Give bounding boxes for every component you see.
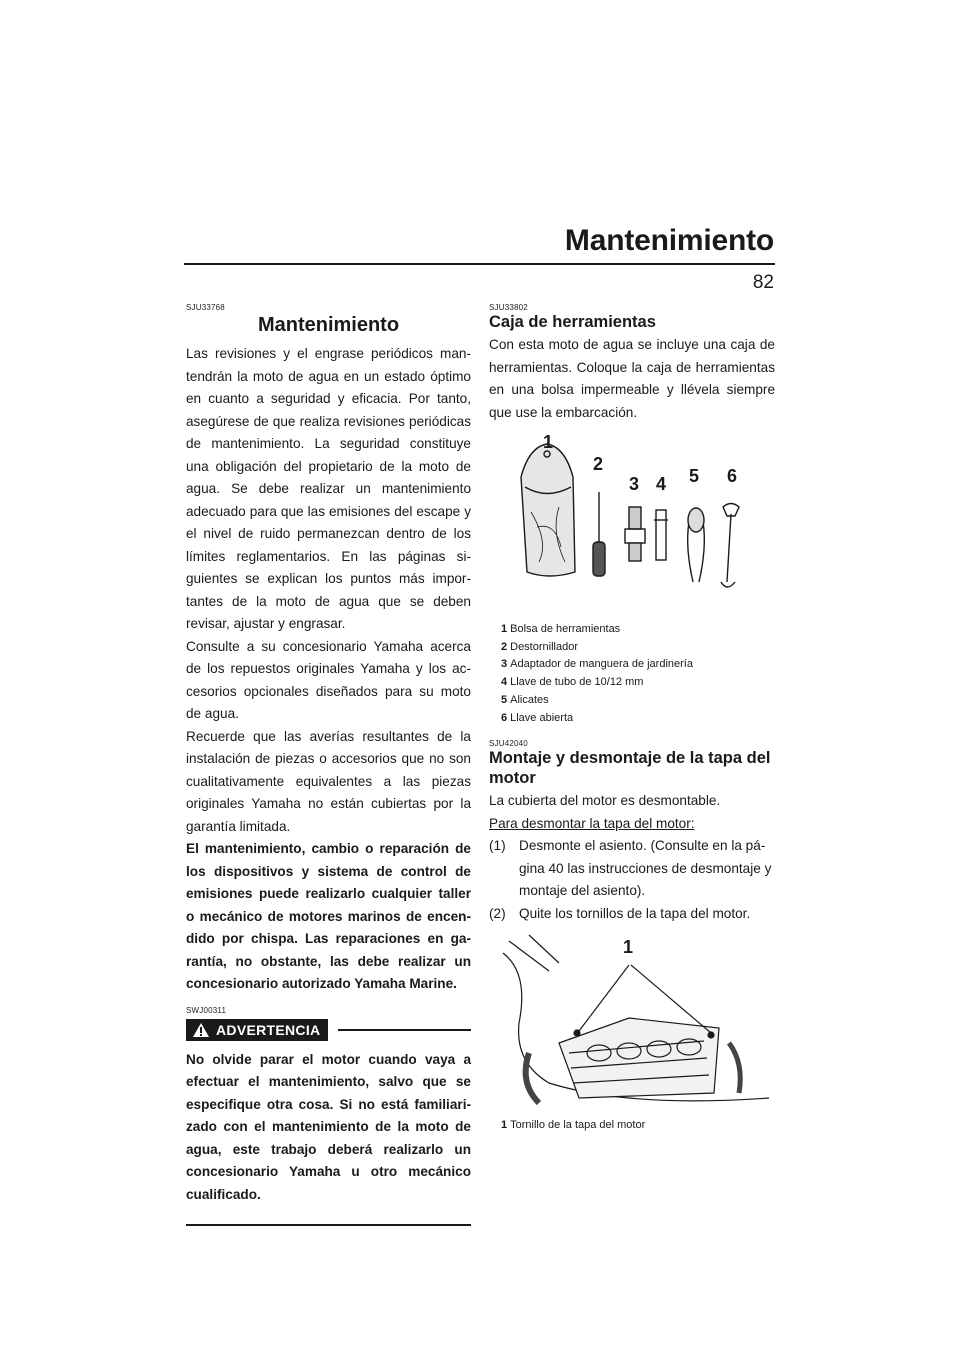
warning-triangle-icon [192, 1022, 210, 1038]
section-code: SJU33768 [186, 303, 225, 312]
subheading-remove-cover: Para desmontar la tapa del motor: [489, 815, 695, 831]
caption-item: 6 Llave abierta [501, 711, 574, 724]
warning-badge [186, 1019, 328, 1041]
figure-callout: 6 [727, 466, 738, 486]
toolkit-illustration [489, 432, 775, 617]
page-number: 82 [752, 272, 774, 293]
figure-callout: 1 [623, 937, 634, 958]
warning-rule [338, 1029, 471, 1031]
caption-item: 4 Llave de tubo de 10/12 mm [501, 676, 644, 689]
caption-item: 5 Alicates [501, 693, 549, 706]
step-item: (2) Quite los tornillos de la tapa del motor. [489, 905, 751, 921]
section-code: SJU42040 [489, 739, 528, 749]
caption-item: 2 Destornillador [501, 640, 578, 653]
engine-cover-captions [501, 1117, 775, 1135]
paragraph-intro: Las revisiones y el engrase periódicos mantendrán la moto de agua en un estado óptimo en cuanto a seguridad y eficacia. Por tanto, asegúrese de que realiza revisiones periódicas de mantenimiento. La seguridad constituye una obligación del propietario de la moto de agua. Se debe realizar un mantenimiento adecuado para que las emisiones del escape y el nivel de ruido permanezcan dentro de los límites reglamentarios. En las páginas siguientes se explican los puntos más importantes de la moto de agua que se deben revisar, ajustar y engrasar. [186, 346, 471, 631]
warning-end-rule [186, 1224, 471, 1226]
section-heading-toolkit: Caja de herramientas [489, 313, 656, 331]
figure-callout: 4 [656, 474, 667, 494]
paragraph-engine-cover: La cubierta del motor es desmontable. [489, 793, 721, 809]
caption-item: 1 Bolsa de herramientas [501, 623, 621, 635]
toolkit-captions [501, 621, 775, 727]
removal-steps [489, 835, 775, 925]
paragraph-toolkit: Con esta moto de agua se incluye una caja de herramientas. Coloque la caja de herramientas en una bolsa impermeable y llévela siempre que use la embarcación. [489, 337, 775, 420]
caption-item: 1 Tornillo de la tapa del motor [501, 1119, 646, 1132]
warning-code: SWJ00311 [186, 1005, 227, 1015]
warning-header [186, 1019, 471, 1041]
right-column [489, 303, 775, 1135]
left-column [186, 303, 471, 1226]
toolkit-figure [489, 432, 775, 617]
step-item: (1) Desmonte el asiento. (Consulte en la página 40 las instrucciones de desmontaje y montaje del asiento). [489, 838, 772, 899]
header-rule [184, 263, 775, 265]
section-heading-engine-cover: Montaje y desmontaje de la tapa del motor [489, 749, 771, 788]
figure-callout: 2 [593, 454, 604, 474]
figure-callout: 1 [543, 432, 554, 452]
page-header-title: Mantenimiento [564, 224, 774, 257]
engine-cover-figure [489, 933, 775, 1113]
paragraph-dealer: Consulte a su concesionario Yamaha acerca de los repuestos originales Yamaha y los accesorios opcionales diseñados para su moto de agua. [186, 638, 471, 721]
caption-item: 3 Adaptador de manguera de jardinería [501, 658, 693, 671]
figure-callout: 5 [689, 466, 700, 486]
warning-text: No olvide parar el motor cuando vaya a efectuar el mantenimiento, salvo que se especifique otra cosa. Si no está familiarizado con el mantenimiento de la moto de agua, este trabajo deberá realizarlo un concesionario Yamaha u otro mecánico cualificado. [186, 1051, 471, 1202]
section-code: SJU33802 [489, 303, 528, 312]
figure-callout: 3 [629, 474, 640, 494]
paragraph-emissions: El mantenimiento, cambio o reparación de los dispositivos y sistema de control de emisiones puede realizarlo cualquier taller o mecánico de motores marinos de encendido por chispa. Las reparaciones en garantía, no obstante, las debe realizar un concesionario autorizado Yamaha Marine. [186, 841, 471, 991]
section-heading: Mantenimiento [257, 314, 400, 336]
paragraph-warranty: Recuerde que las averías resultantes de la instalación de piezas o accesorios que no son cualitativamente equivalentes a las piezas originales Yamaha no están cubiertas por la garantía limitada. [186, 728, 471, 834]
warning-label: ADVERTENCIA [216, 1021, 321, 1038]
engine-cover-illustration [489, 933, 775, 1113]
